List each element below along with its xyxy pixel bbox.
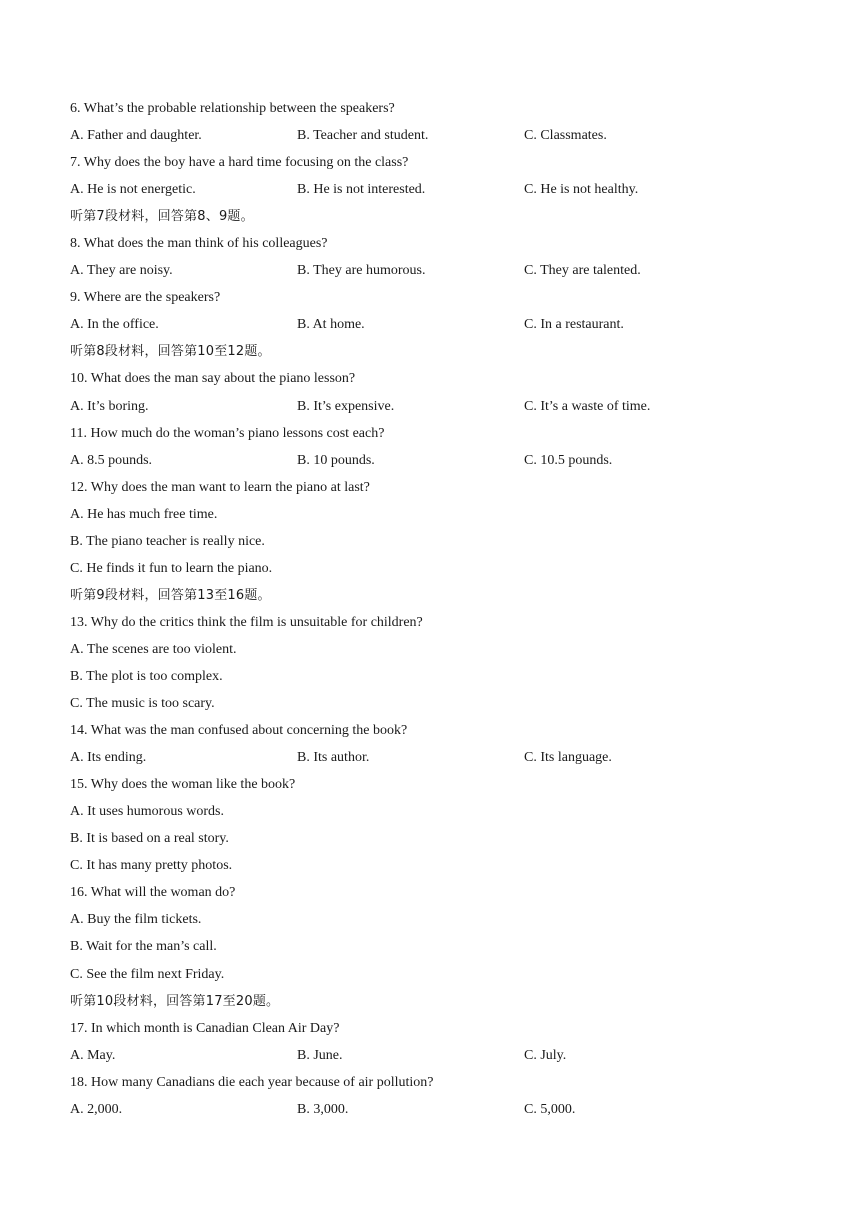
question-text: 18. How many Canadians die each year because of air pollution? xyxy=(70,1074,434,1090)
answer-option: A. It uses humorous words. xyxy=(70,804,224,820)
answer-option-a: A. 8.5 pounds. xyxy=(70,452,153,468)
question-text: 7. Why does the boy have a hard time focusing on the class? xyxy=(70,155,409,171)
question-text: 8. What does the man think of his colleagues? xyxy=(70,236,328,252)
answer-options-row xyxy=(70,744,790,771)
answer-option-a: A. 2,000. xyxy=(70,1101,123,1117)
answer-option: A. Buy the film tickets. xyxy=(70,912,202,928)
question-text: 14. What was the man confused about concerning the book? xyxy=(70,723,408,739)
answer-option: A. He has much free time. xyxy=(70,506,218,522)
question-text: 15. Why does the woman like the book? xyxy=(70,777,296,793)
answer-option-a: A. They are noisy. xyxy=(70,263,173,279)
answer-option-b: B. June. xyxy=(297,1047,343,1063)
question-text: 16. What will the woman do? xyxy=(70,885,236,901)
answer-options-row xyxy=(70,1042,790,1069)
answer-option-c: C. They are talented. xyxy=(524,263,641,279)
answer-option-b: B. It’s expensive. xyxy=(297,398,395,414)
answer-option-c: C. Classmates. xyxy=(524,128,607,144)
question-text: 6. What’s the probable relationship between the speakers? xyxy=(70,101,395,116)
answer-option: A. The scenes are too violent. xyxy=(70,641,237,657)
answer-option: C. He finds it fun to learn the piano. xyxy=(70,560,273,576)
answer-option-b: B. They are humorous. xyxy=(297,263,426,279)
section-instruction: 听第10段材料，回答第17至20题。 xyxy=(70,993,280,1009)
section-instruction: 听第7段材料，回答第8、9题。 xyxy=(70,209,254,225)
question-text: 12. Why does the man want to learn the piano at last? xyxy=(70,479,370,495)
exam-page-content xyxy=(70,95,790,1123)
answer-option-a: A. Father and daughter. xyxy=(70,128,202,144)
answer-option-b: B. 10 pounds. xyxy=(297,452,375,468)
answer-option-c: C. In a restaurant. xyxy=(524,317,624,333)
question-text: 17. In which month is Canadian Clean Air Day? xyxy=(70,1020,340,1036)
answer-option: C. See the film next Friday. xyxy=(70,966,225,982)
answer-options-row xyxy=(70,311,790,338)
answer-options-row xyxy=(70,393,790,420)
answer-option: B. The plot is too complex. xyxy=(70,668,223,684)
question-text: 13. Why do the critics think the film is unsuitable for children? xyxy=(70,614,423,630)
answer-option-a: A. He is not energetic. xyxy=(70,182,196,198)
answer-options-row xyxy=(70,122,790,149)
answer-option-b: B. He is not interested. xyxy=(297,182,426,198)
answer-option-c: C. July. xyxy=(524,1047,567,1063)
answer-options-row xyxy=(70,447,790,474)
answer-option-a: A. May. xyxy=(70,1047,116,1063)
section-instruction: 听第8段材料，回答第10至12题。 xyxy=(70,344,271,360)
answer-option-c: C. 5,000. xyxy=(524,1101,576,1117)
answer-option-c: C. 10.5 pounds. xyxy=(524,452,613,468)
answer-option-a: A. In the office. xyxy=(70,317,159,333)
question-text: 11. How much do the woman’s piano lessons cost each? xyxy=(70,425,385,441)
answer-option: C. The music is too scary. xyxy=(70,696,215,712)
question-text: 10. What does the man say about the piano lesson? xyxy=(70,371,356,387)
answer-options-row xyxy=(70,176,790,203)
answer-option-b: B. At home. xyxy=(297,317,365,333)
answer-option-b: B. Its author. xyxy=(297,750,370,766)
answer-option: B. Wait for the man’s call. xyxy=(70,939,217,955)
question-text: 9. Where are the speakers? xyxy=(70,290,221,306)
answer-options-row xyxy=(70,1096,790,1123)
answer-option-b: B. 3,000. xyxy=(297,1101,349,1117)
answer-option-c: C. Its language. xyxy=(524,750,612,766)
answer-option: C. It has many pretty photos. xyxy=(70,858,233,874)
answer-option-b: B. Teacher and student. xyxy=(297,128,429,144)
answer-option: B. The piano teacher is really nice. xyxy=(70,533,265,549)
answer-option-a: A. It’s boring. xyxy=(70,398,149,414)
section-instruction: 听第9段材料，回答第13至16题。 xyxy=(70,587,271,603)
answer-options-row xyxy=(70,257,790,284)
answer-option-a: A. Its ending. xyxy=(70,750,147,766)
answer-option: B. It is based on a real story. xyxy=(70,831,229,847)
answer-option-c: C. He is not healthy. xyxy=(524,182,639,198)
answer-option-c: C. It’s a waste of time. xyxy=(524,398,651,414)
